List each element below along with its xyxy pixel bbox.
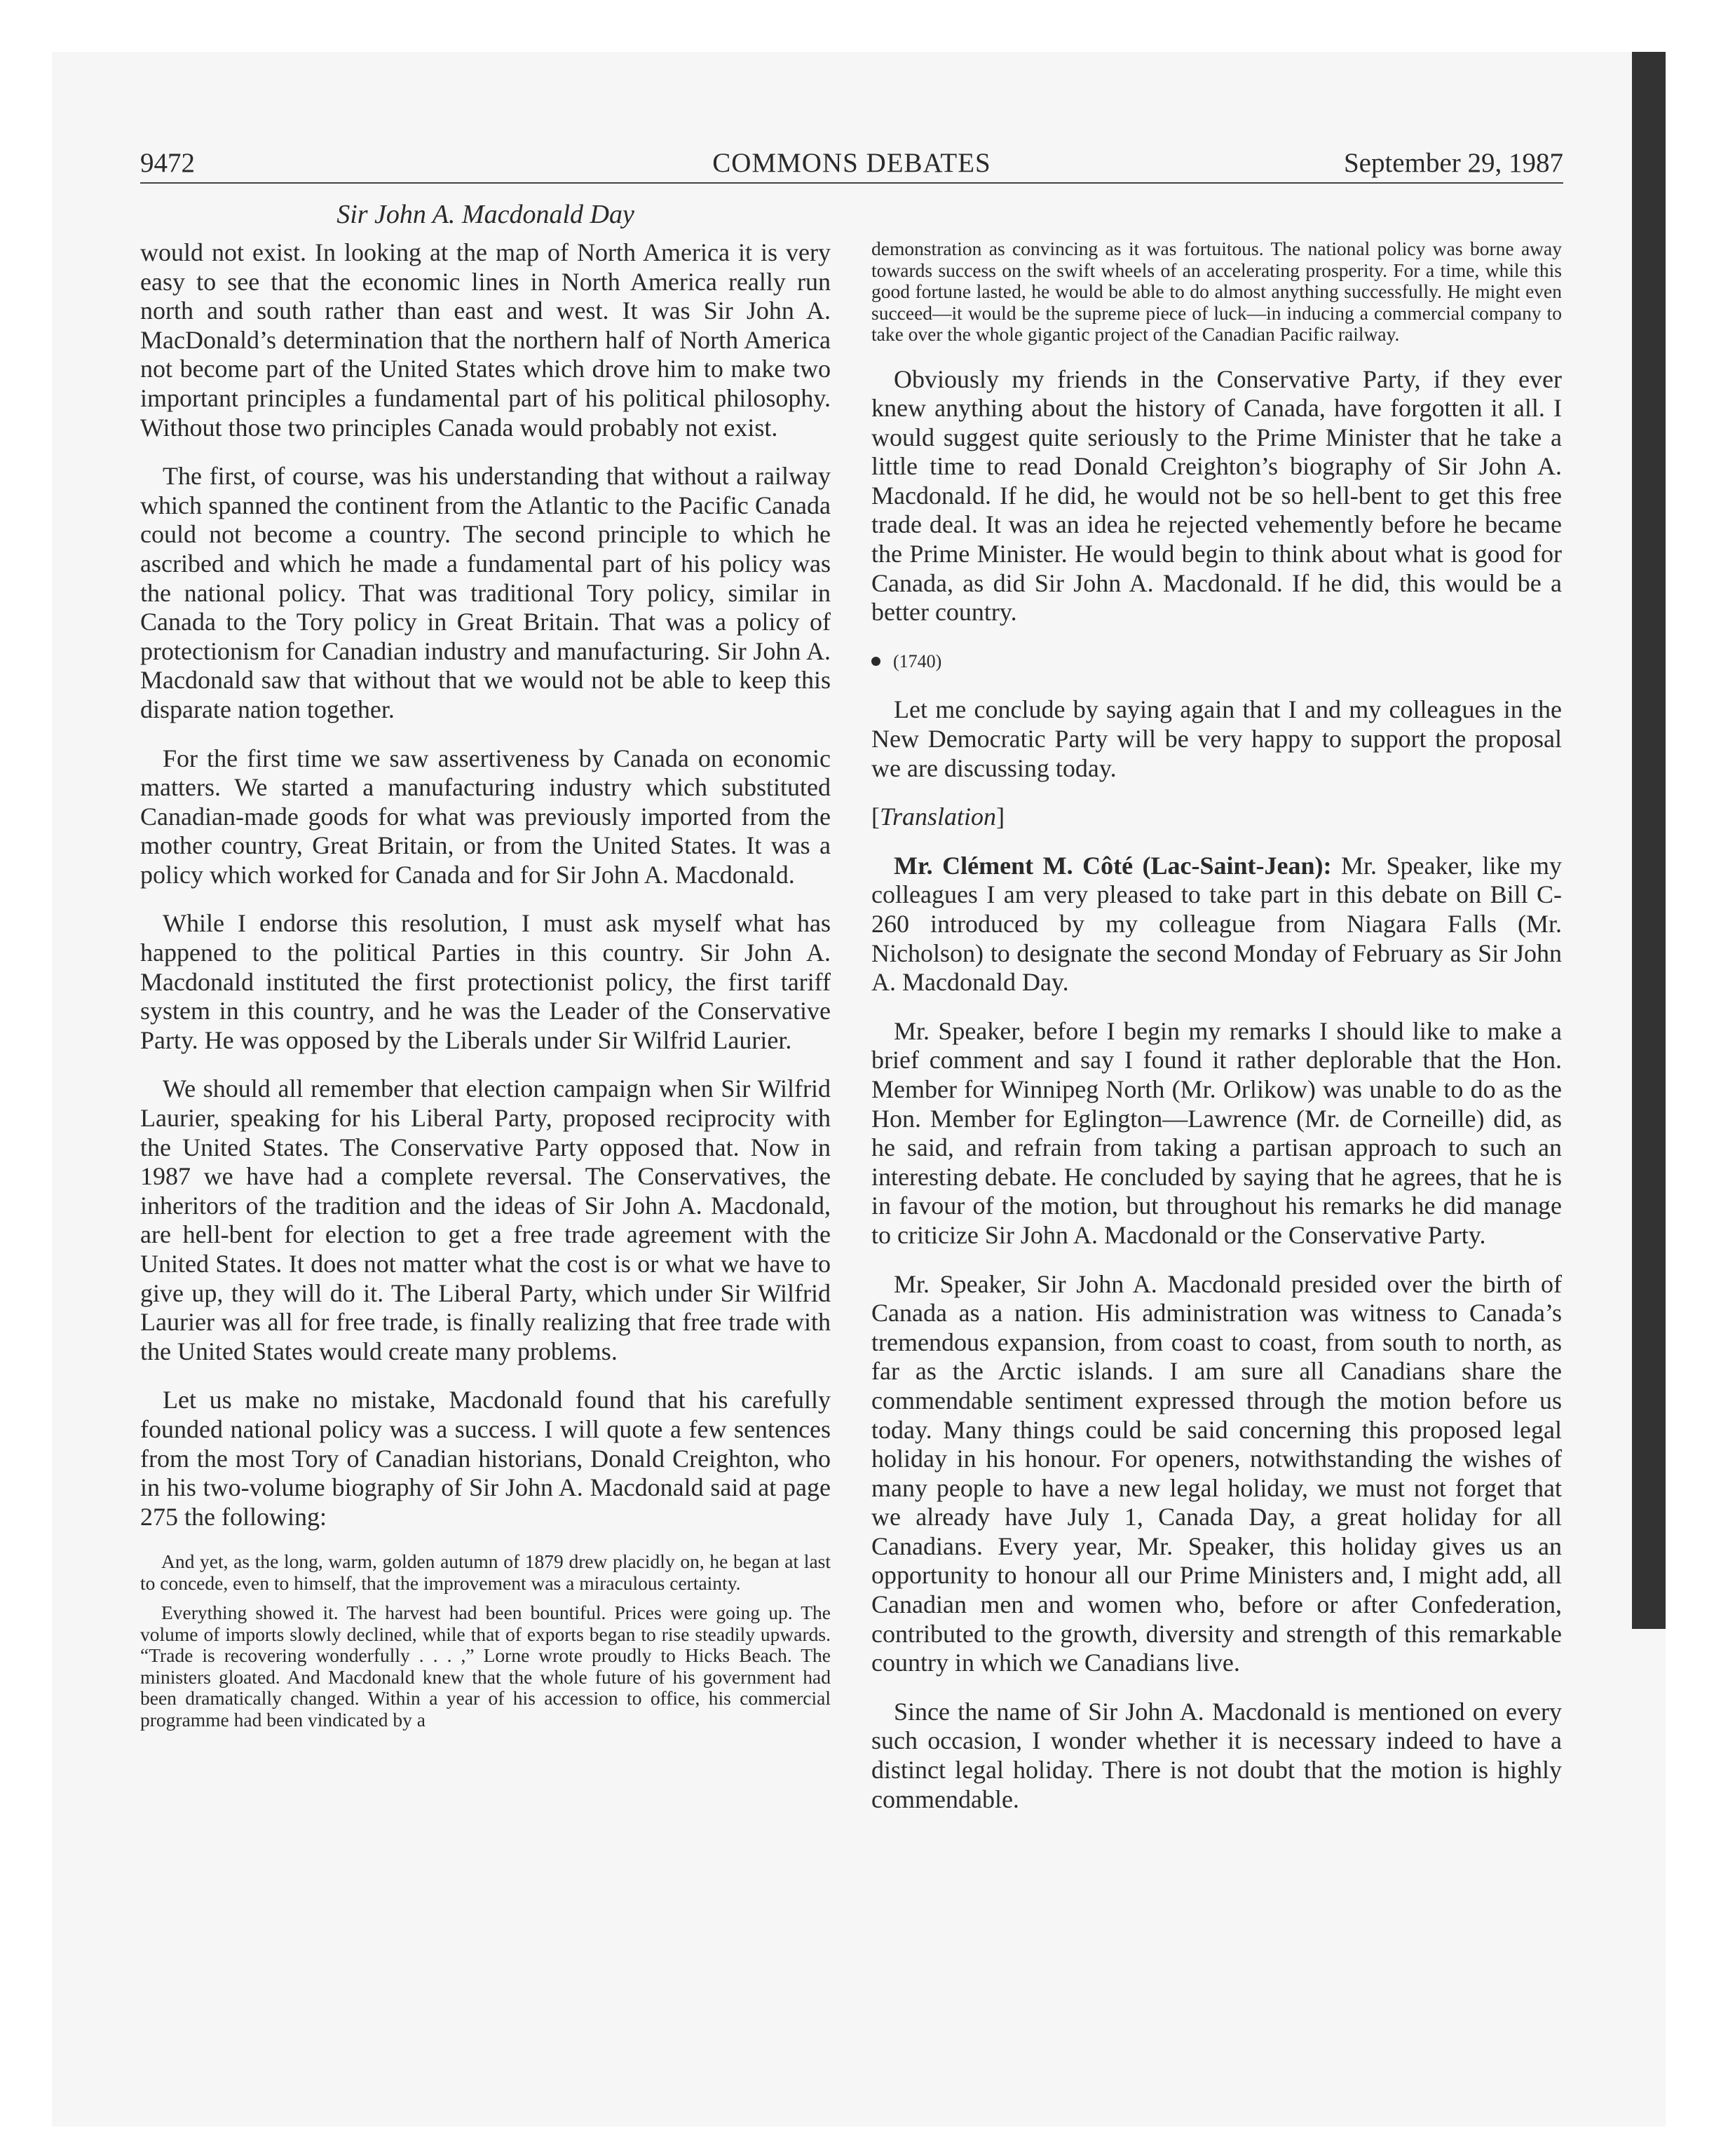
scan-edge-shadow [1632,52,1666,1629]
quote-paragraph: Everything showed it. The harvest had been bountiful. Prices were going up. The volume of imports slowly declined, while that of exports began to rise steadily upwards. “Trade is recovering wonderfully . . . ,” Lorne wrote proudly to Hicks Beach. The ministers gloated. And Macdonald knew that the whole future of his government had been dramatically changed. Within a year of his accession to office, his commercial programme had been vindicated by a [140,1602,831,1731]
paragraph: Obviously my friends in the Conservative Party, if they ever knew anything about the history of Canada, have forgotten it all. I would suggest quite seriously to the Prime Minister that he take a little time to read Donald Creighton’s biography of Sir John A. Macdonald. If he did, he would not be so hell-bent to get this free trade deal. It was an idea he rejected vehemently before he became the Prime Minister. He would begin to think about what is good for Canada, as did Sir John A. Macdonald. If he did, this would be a better country. [871,364,1562,627]
page-number: 9472 [140,148,195,178]
bullet-icon [871,657,880,666]
paragraph: Mr. Speaker, before I begin my remarks I should like to make a brief comment and say I found it rather deplorable that the Hon. Member for Winnipeg North (Mr. Orlikow) was unable to do as the Hon. Member for Eglington—Lawrence (Mr. de Corneille) did, as he said, and refrain from taking a partisan approach to such an interesting debate. He concluded by saying that he agrees, that he is in favour of the motion, but throughout his remarks he did manage to criticize Sir John A. Macdonald or the Conservative Party. [871,1016,1562,1249]
quote-paragraph: demonstration as convincing as it was fortuitous. The national policy was borne away towards success on the swift wheels of an accelerating prosperity. For a time, while this good fortune lasted, he would be able to do almost anything successfully. He might even succeed—it would be the supreme piece of luck—in inducing a commercial company to take over the whole gigantic project of the Canadian Pacific railway. [871,238,1562,345]
left-column [140,238,831,1750]
paragraph: Since the name of Sir John A. Macdonald is mentioned on every such occasion, I wonder whether it is necessary indeed to have a distinct legal holiday. There is not doubt that the motion is highly commendable. [871,1697,1562,1813]
paragraph: would not exist. In looking at the map of North America it is very easy to see that the economic lines in North America really run north and south rather than east and west. It was Sir John A. MacDonald’s determination that the northern half of North America not become part of the United States which drove him to make two important principles a fundamental part of his political philosophy. Without those two principles Canada would probably not exist. [140,238,831,442]
quote-paragraph: And yet, as the long, warm, golden autumn of 1879 drew placidly on, he began at last to concede, even to himself, that the improvement was a miraculous certainty. [140,1550,831,1594]
paragraph [871,852,1562,997]
speaker-name: Mr. Clément M. Côté (Lac-Saint-Jean): [894,851,1332,880]
paragraph: Mr. Speaker, Sir John A. Macdonald presided over the birth of Canada as a nation. His administration was witness to Canada’s tremendous expansion, from coast to coast, from south to north, as far as the Arctic islands. I am sure all Canadians share the commendable sentiment expressed through the motion before us today. Many things could be said concerning this proposed legal holiday in his honour. For openers, notwithstanding the wishes of many people to have a new legal holiday, we must not forget that we already have July 1, Canada Day, a great holiday for all Canadians. Every year, Mr. Speaker, this holiday gives us an opportunity to honour all our Prime Ministers and, I might add, all Canadian men and women who, before or after Confederation, contributed to the growth, diversity and strength of this remarkable country in which we Canadians live. [871,1269,1562,1677]
translation-text: Translation [880,803,997,831]
translation-label: [Translation] [871,803,1005,831]
paragraph: Let us make no mistake, Macdonald found that his carefully founded national policy was a success. I will quote a few sentences from the most Tory of Canadian historians, Donald Creighton, who in his two-volume biography of Sir John A. Macdonald said at page 275 the following: [140,1386,831,1531]
speech-text: Mr. Speaker, like my colleagues I am very pleased to take part in this debate on Bill C-260 introduced by my colleague from Niagara Falls (Mr. Nicholson) to designate the second Monday of February as Sir John A. Macdonald Day. [871,851,1563,997]
running-header [140,147,1563,182]
debate-subject: Sir John A. Macdonald Day [336,200,634,229]
header-date: September 29, 1987 [1343,148,1563,178]
paragraph: For the first time we saw assertiveness by Canada on economic matters. We started a manufacturing industry which substituted Canadian-made goods for what was previously imported from the mother country, Great Britain, or from the United States. It was a policy which worked for Canada and for Sir John A. Macdonald. [140,744,831,889]
header-rule [140,182,1563,184]
block-quote-continued [871,238,1562,346]
paragraph: The first, of course, was his understanding that without a railway which spanned the continent from the Atlantic to the Pacific Canada could not become a country. The second principle to which he ascribed and which he made a fundamental part of his policy was the national policy. That was traditional Tory policy, similar in Canada to the Tory policy in Great Britain. That was a policy of protectionism for Canadian industry and manufacturing. Sir John A. Macdonald saw that without that we would not be able to keep this disparate nation together. [140,462,831,723]
time-marker-text: (1740) [893,650,942,671]
block-quote [140,1551,831,1731]
paragraph: Let me conclude by saying again that I and my colleagues in the New Democratic Party will be very happy to support the proposal we are discussing today. [871,695,1562,782]
paragraph: While I endorse this resolution, I must ask myself what has happened to the political Parties in this country. Sir John A. Macdonald instituted the first protectionist policy, the first tariff system in this country, and he was the Leader of the Conservative Party. He was opposed by the Liberals under Sir Wilfrid Laurier. [140,909,831,1054]
paragraph: We should all remember that election campaign when Sir Wilfrid Laurier, speaking for his Liberal Party, proposed reciprocity with the United States. The Conservative Party opposed that. Now in 1987 we have had a complete reversal. The Conservatives, the inheritors of the tradition and the ideas of Sir John A. Macdonald, are hell-bent for election to get a free trade agreement with the United States. It does not matter what the cost is or what we have to give up, they will do it. The Liberal Party, which under Sir Wilfrid Laurier was all for free trade, is finally realizing that free trade with the United States would create many problems. [140,1074,831,1365]
right-column [871,238,1562,1834]
publication-title: COMMONS DEBATES [712,148,991,178]
time-marker [871,647,1562,676]
